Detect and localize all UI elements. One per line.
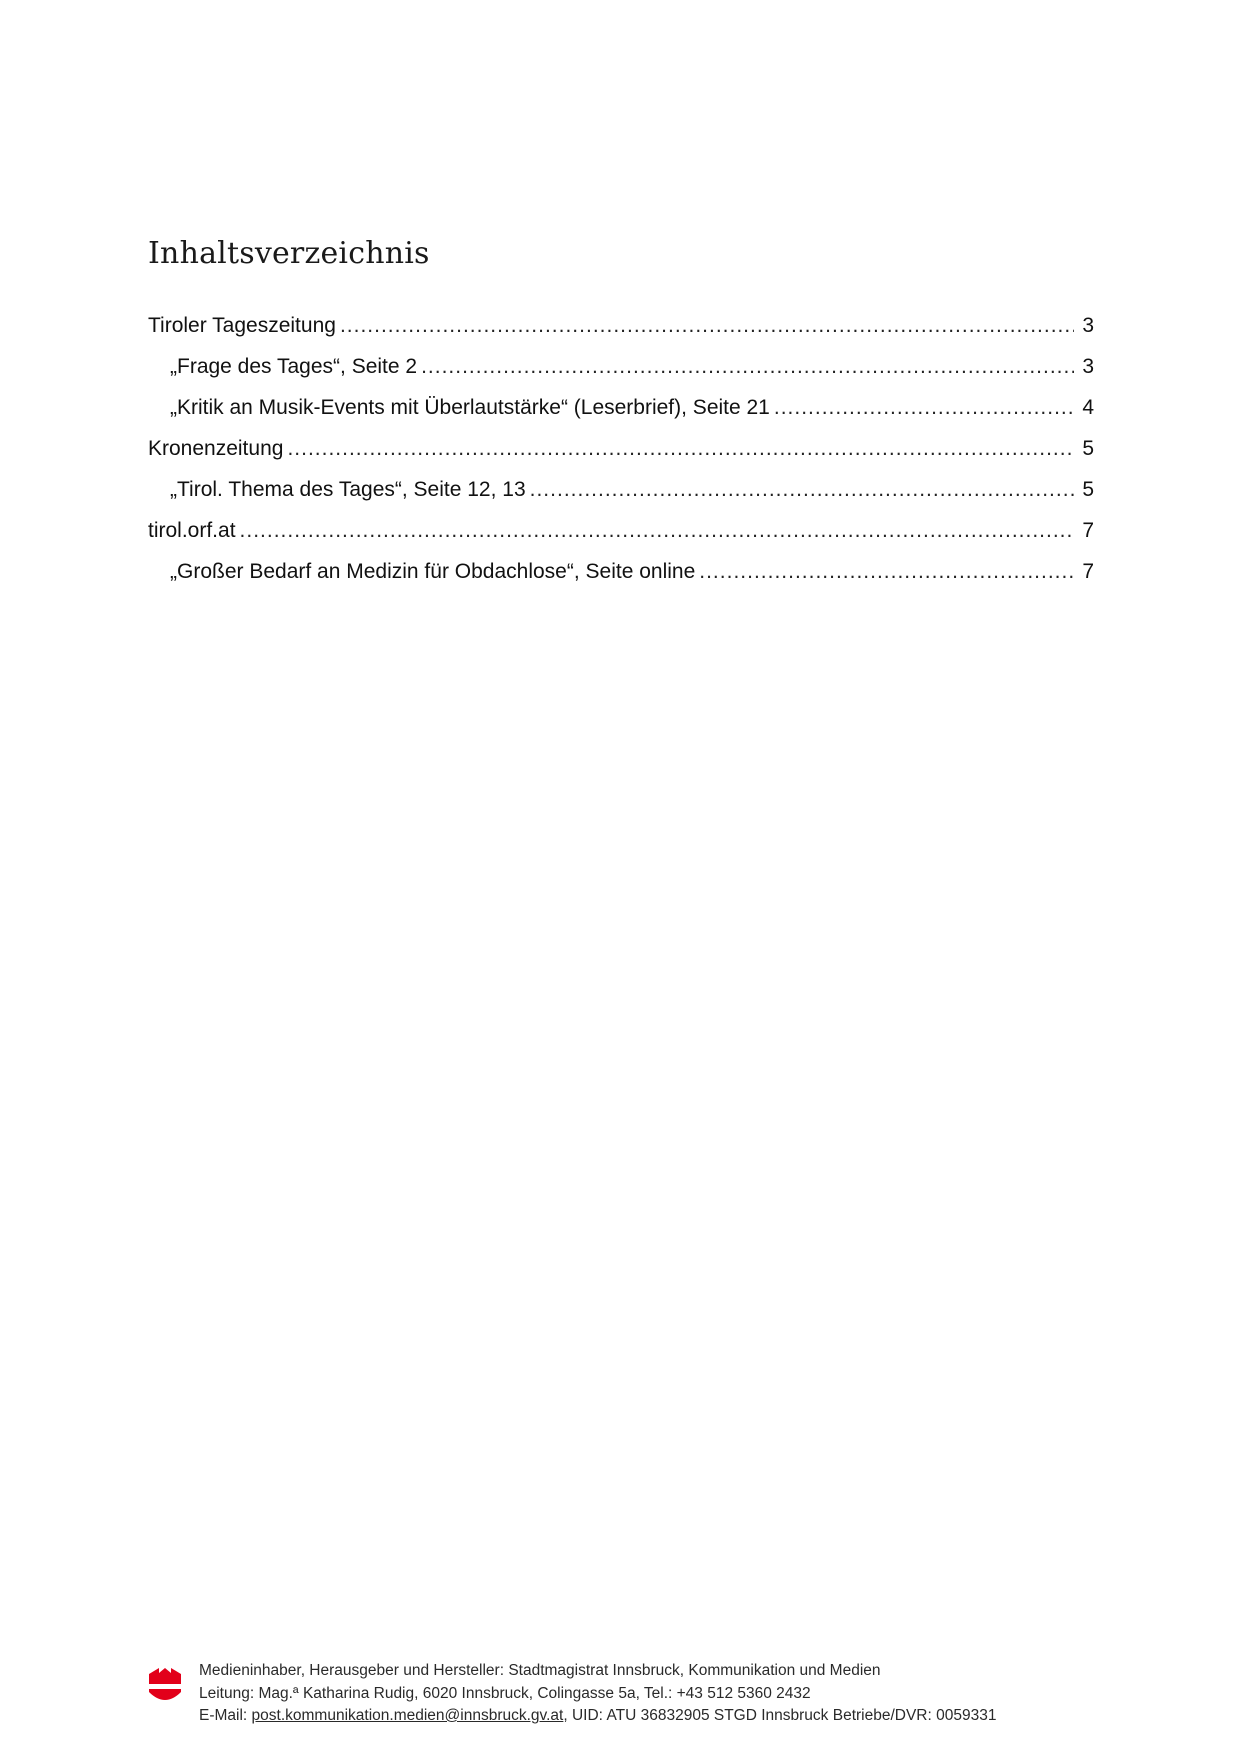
toc-dot-leader [774,387,1074,428]
toc-entry-title: Kronenzeitung [148,437,284,460]
toc-entry[interactable] [148,510,1094,551]
table-of-contents [148,305,1094,592]
toc-entry[interactable] [148,428,1094,469]
toc-dot-leader [287,428,1074,469]
footer-line-management: Leitung: Mag.ª Katharina Rudig, 6020 Innsbruck, Colingasse 5a, Tel.: +43 512 5360 2432 [199,1684,811,1702]
page-footer [148,1660,1098,1728]
innsbruck-logo-icon [148,1664,182,1708]
toc-entry[interactable] [148,346,1094,387]
toc-entry-page: 5 [1082,478,1094,501]
toc-entry[interactable] [148,469,1094,510]
toc-dot-leader [240,510,1074,551]
toc-entry-title: „Frage des Tages“, Seite 2 [170,355,418,378]
toc-dot-leader [340,305,1074,346]
footer-line-contact [199,1705,996,1728]
toc-entry[interactable] [148,387,1094,428]
toc-entry-title: tirol.orf.at [148,519,236,542]
footer-email-label: E-Mail: [199,1707,252,1724]
toc-dot-leader [530,469,1074,510]
toc-entry[interactable] [148,551,1094,592]
toc-entry-page: 5 [1082,437,1094,460]
toc-entry-page: 3 [1082,355,1094,378]
footer-line-publisher: Medieninhaber, Herausgeber und Hersteller: Stadtmagistrat Innsbruck, Kommunikation und Medien [199,1662,881,1679]
toc-dot-leader [421,346,1074,387]
toc-heading: Inhaltsverzeichnis [148,236,430,271]
toc-dot-leader [699,551,1074,592]
toc-entry-title: „Kritik an Musik-Events mit Überlautstärke“ (Leserbrief), Seite 21 [170,396,770,419]
toc-entry-title: „Tirol. Thema des Tages“, Seite 12, 13 [170,478,526,501]
toc-entry-page: 3 [1082,314,1094,337]
footer-email-link[interactable]: post.kommunikation.medien@innsbruck.gv.at [251,1707,564,1724]
toc-entry-title: Tiroler Tageszeitung [148,314,336,337]
toc-entry-title: „Großer Bedarf an Medizin für Obdachlose“, Seite online [170,560,696,583]
toc-entry-page: 4 [1082,396,1094,419]
toc-entry-page: 7 [1082,519,1094,542]
publisher-info [199,1660,996,1728]
toc-entry[interactable] [148,305,1094,346]
toc-entry-page: 7 [1082,560,1094,583]
footer-registry-info: , UID: ATU 36832905 STGD Innsbruck Betriebe/DVR: 0059331 [563,1707,997,1724]
